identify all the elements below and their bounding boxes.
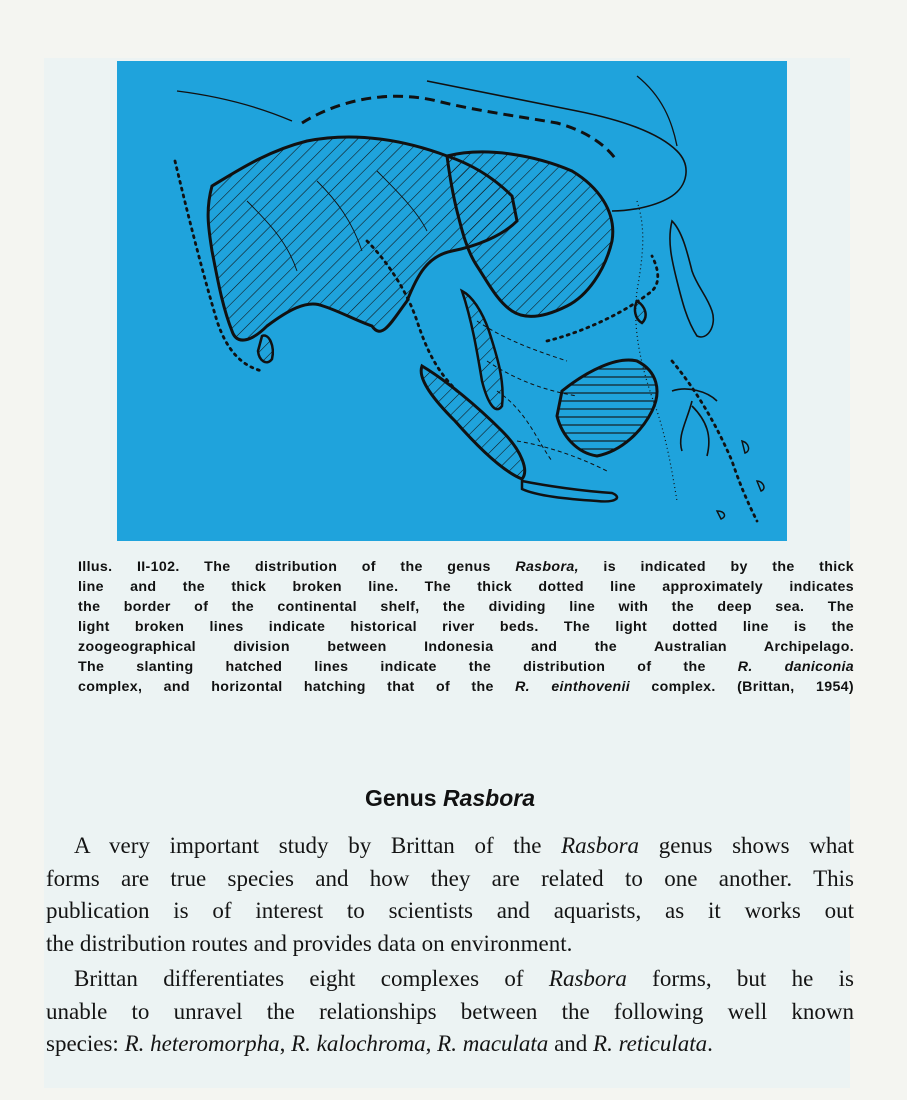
caption-line: zoogeographical division between Indonesia and the Australian Archipelago. (78, 639, 854, 655)
text-line: the distribution routes and provides data on environment. (46, 930, 573, 956)
distribution-map (117, 61, 787, 541)
borneo (557, 360, 657, 456)
body-text (46, 830, 854, 1064)
caption-line: The slanting hatched lines indicate the distribution of the R. daniconia (78, 659, 854, 675)
text-line: publication is of interest to scientists and aquarists, as it works out (46, 898, 854, 923)
map-drawing (117, 61, 787, 541)
sumatra (421, 366, 524, 479)
sri-lanka (258, 336, 273, 363)
section-title: Genus Rasbora (364, 785, 535, 811)
indochina-region (447, 152, 613, 316)
sulawesi (672, 389, 717, 456)
caption-line: complex, and horizontal hatching that of the R. einthovenii complex. (Brittan, 1954) (78, 679, 854, 695)
figure-caption (78, 557, 854, 697)
caption-line: light broken lines indicate historical river beds. The light dotted line is the (78, 619, 854, 635)
paragraph-1 (46, 830, 854, 960)
paragraph-2 (46, 963, 854, 1061)
text-line: unable to unravel the relationships between the following well known (46, 998, 854, 1024)
caption-line: line and the thick broken line. The thick dotted line approximately indicates (78, 579, 854, 595)
text-line: Brittan differentiates eight complexes of Rasbora forms, but he is (74, 966, 854, 991)
philippines (670, 221, 713, 337)
text-line: A very important study by Brittan of the Rasbora genus shows what (74, 833, 854, 858)
text-line: species: R. heteromorpha, R. kalochroma, R. maculata and R. reticulata. (46, 1031, 713, 1056)
text-line: forms are true species and how they are related to one another. This (46, 865, 854, 891)
caption-line: the border of the continental shelf, the dividing line with the deep sea. The (78, 599, 854, 615)
java (522, 481, 617, 501)
malay-peninsula (462, 291, 503, 409)
caption-line: Illus. II-102. The distribution of the genus Rasbora, is indicated by the thick (78, 559, 854, 575)
